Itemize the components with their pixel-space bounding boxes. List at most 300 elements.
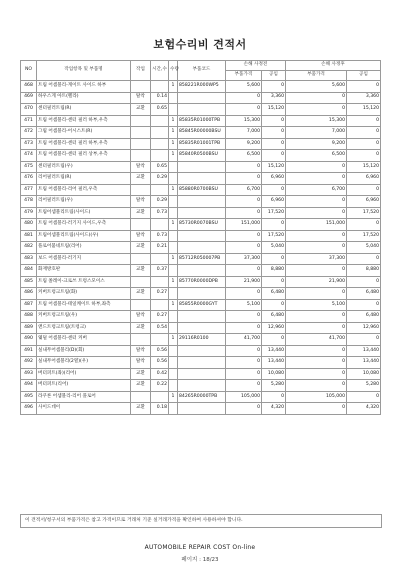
row-no: 490 bbox=[21, 334, 37, 346]
row-no: 471 bbox=[21, 115, 37, 127]
row-part-price-after: 0 bbox=[286, 380, 347, 392]
row-hours bbox=[151, 150, 169, 162]
row-labor-before: 0 bbox=[262, 138, 286, 150]
row-labor-after: 0 bbox=[347, 184, 381, 196]
row-work bbox=[131, 253, 151, 265]
table-row bbox=[21, 403, 381, 415]
table-row bbox=[21, 357, 381, 369]
row-part-code: 85840R0500BSU bbox=[178, 150, 226, 162]
row-labor-after: 0 bbox=[347, 253, 381, 265]
table-row bbox=[21, 391, 381, 403]
row-work: 탈착 bbox=[131, 196, 151, 208]
row-part-price-after: 0 bbox=[286, 265, 347, 277]
row-part-code bbox=[178, 403, 226, 415]
row-labor-after: 6,480 bbox=[347, 311, 381, 323]
row-part-code bbox=[178, 104, 226, 116]
row-qty: 1 bbox=[169, 150, 178, 162]
row-labor-after: 12,960 bbox=[347, 322, 381, 334]
header-labor-after: 공임 bbox=[347, 71, 381, 81]
row-item: 트림어셈블리트림(사이드) bbox=[37, 207, 131, 219]
row-qty: 1 bbox=[169, 299, 178, 311]
table-row bbox=[21, 380, 381, 392]
row-work bbox=[131, 391, 151, 403]
estimate-rows bbox=[21, 81, 381, 415]
row-part-price-after: 105,000 bbox=[286, 391, 347, 403]
row-part-code: 85712R050007PB bbox=[178, 253, 226, 265]
row-labor-before: 0 bbox=[262, 276, 286, 288]
row-hours bbox=[151, 299, 169, 311]
row-part-price-before: 0 bbox=[226, 92, 262, 104]
footer-brand: AUTOMOBILE REPAIR COST On-line bbox=[144, 544, 256, 551]
row-part-price-after: 37,300 bbox=[286, 253, 347, 265]
row-labor-before: 5,280 bbox=[262, 380, 286, 392]
row-part-price-after: 5,600 bbox=[286, 81, 347, 93]
row-labor-after: 0 bbox=[347, 115, 381, 127]
row-no: 468 bbox=[21, 81, 37, 93]
row-qty bbox=[169, 357, 178, 369]
row-no: 484 bbox=[21, 265, 37, 277]
row-labor-after: 10,080 bbox=[347, 368, 381, 380]
table-row bbox=[21, 253, 381, 265]
row-labor-after: 0 bbox=[347, 276, 381, 288]
row-part-price-before: 37,300 bbox=[226, 253, 262, 265]
row-hours: 0.73 bbox=[151, 207, 169, 219]
row-no: 480 bbox=[21, 219, 37, 231]
row-no: 476 bbox=[21, 173, 37, 185]
row-item: 웨덜 어셈블리-센터 커버 bbox=[37, 334, 131, 346]
row-labor-after: 8,880 bbox=[347, 265, 381, 277]
row-labor-before: 0 bbox=[262, 219, 286, 231]
row-part-code bbox=[178, 345, 226, 357]
row-labor-after: 0 bbox=[347, 334, 381, 346]
row-qty: 1 bbox=[169, 219, 178, 231]
row-part-price-before: 6,700 bbox=[226, 184, 262, 196]
row-part-code bbox=[178, 173, 226, 185]
row-no: 481 bbox=[21, 230, 37, 242]
row-part-price-after: 0 bbox=[286, 104, 347, 116]
row-part-code: 85835R01000TPB bbox=[178, 115, 226, 127]
table-row bbox=[21, 173, 381, 185]
row-labor-before: 0 bbox=[262, 150, 286, 162]
row-part-price-before: 5,600 bbox=[226, 81, 262, 93]
row-qty: 1 bbox=[169, 138, 178, 150]
row-qty bbox=[169, 322, 178, 334]
row-item: 센터필러트림(우) bbox=[37, 161, 131, 173]
row-part-price-before: 9,200 bbox=[226, 138, 262, 150]
row-labor-after: 0 bbox=[347, 81, 381, 93]
row-part-code: 858221R000WP5 bbox=[178, 81, 226, 93]
row-labor-before: 13,440 bbox=[262, 345, 286, 357]
row-qty: 1 bbox=[169, 184, 178, 196]
row-part-price-after: 0 bbox=[286, 161, 347, 173]
row-part-price-before: 0 bbox=[226, 196, 262, 208]
row-labor-after: 5,040 bbox=[347, 242, 381, 254]
table-row bbox=[21, 345, 381, 357]
header-part-code: 부품코드 bbox=[178, 61, 226, 81]
row-work: 탈착 bbox=[131, 161, 151, 173]
row-qty bbox=[169, 345, 178, 357]
row-work: 탈착 bbox=[131, 92, 151, 104]
row-part-price-after: 0 bbox=[286, 322, 347, 334]
row-work: 교환 bbox=[131, 265, 151, 277]
row-work: 교환 bbox=[131, 104, 151, 116]
row-hours: 0.27 bbox=[151, 288, 169, 300]
row-item: 커버트렁크트림(화) bbox=[37, 288, 131, 300]
row-part-price-before: 105,000 bbox=[226, 391, 262, 403]
row-item: 리어필러트림(우) bbox=[37, 196, 131, 208]
table-row bbox=[21, 299, 381, 311]
row-item: 트림어셈블리트림(사이드)(우) bbox=[37, 230, 131, 242]
row-part-price-before: 0 bbox=[226, 345, 262, 357]
row-part-price-before: 0 bbox=[226, 403, 262, 415]
row-labor-after: 0 bbox=[347, 138, 381, 150]
row-no: 494 bbox=[21, 380, 37, 392]
document-title: 보험수리비 견적서 bbox=[153, 38, 247, 51]
row-item: 앤드트렁크트림(트렁크) bbox=[37, 322, 131, 334]
row-qty bbox=[169, 368, 178, 380]
table-row bbox=[21, 104, 381, 116]
row-part-code bbox=[178, 161, 226, 173]
row-labor-before: 6,480 bbox=[262, 311, 286, 323]
row-part-price-after: 41,700 bbox=[286, 334, 347, 346]
row-part-price-before: 0 bbox=[226, 357, 262, 369]
row-part-price-after: 7,000 bbox=[286, 127, 347, 139]
row-work bbox=[131, 150, 151, 162]
row-qty bbox=[169, 265, 178, 277]
table-row bbox=[21, 288, 381, 300]
header-work-item: 작업항목 및 부품명 bbox=[37, 61, 131, 81]
row-item: 버터퍼트(리어) bbox=[37, 380, 131, 392]
row-labor-before: 0 bbox=[262, 81, 286, 93]
row-part-price-before: 15,300 bbox=[226, 115, 262, 127]
header-damage-group: 손해 사정전 bbox=[226, 61, 286, 71]
row-labor-after: 17,520 bbox=[347, 207, 381, 219]
row-labor-before: 6,480 bbox=[262, 288, 286, 300]
row-part-price-after: 0 bbox=[286, 207, 347, 219]
row-no: 485 bbox=[21, 276, 37, 288]
row-part-price-before: 0 bbox=[226, 207, 262, 219]
row-hours: 0.29 bbox=[151, 196, 169, 208]
row-part-code: 85855R0000GYT bbox=[178, 299, 226, 311]
row-work: 교환 bbox=[131, 403, 151, 415]
row-part-price-after: 15,300 bbox=[286, 115, 347, 127]
header-part-price-before: 부품가격 bbox=[226, 71, 262, 81]
row-no: 482 bbox=[21, 242, 37, 254]
row-qty: 1 bbox=[169, 391, 178, 403]
row-work: 교환 bbox=[131, 242, 151, 254]
table-row bbox=[21, 127, 381, 139]
row-part-code bbox=[178, 265, 226, 277]
table-row bbox=[21, 265, 381, 277]
row-labor-after: 0 bbox=[347, 299, 381, 311]
table-row bbox=[21, 311, 381, 323]
row-qty: 1 bbox=[169, 127, 178, 139]
row-item: 사이드데이 bbox=[37, 403, 131, 415]
row-hours bbox=[151, 253, 169, 265]
row-part-price-before: 0 bbox=[226, 265, 262, 277]
row-labor-before: 0 bbox=[262, 253, 286, 265]
row-part-price-after: 0 bbox=[286, 311, 347, 323]
row-qty bbox=[169, 230, 178, 242]
row-part-price-before: 0 bbox=[226, 104, 262, 116]
table-row bbox=[21, 161, 381, 173]
table-row bbox=[21, 368, 381, 380]
row-part-code bbox=[178, 242, 226, 254]
row-part-code: 85730R0070BSU bbox=[178, 219, 226, 231]
row-no: 473 bbox=[21, 138, 37, 150]
disclaimer-note: 이 견적서/청구서의 부품가격은 참고 가격이므로 거래처 기준 실거래가격을 확인하여 사용하셔야 합니다. bbox=[20, 514, 382, 528]
row-part-price-after: 6,700 bbox=[286, 184, 347, 196]
row-qty bbox=[169, 196, 178, 208]
row-part-price-after: 5,100 bbox=[286, 299, 347, 311]
row-part-price-after: 0 bbox=[286, 345, 347, 357]
row-qty bbox=[169, 207, 178, 219]
row-work: 교환 bbox=[131, 368, 151, 380]
row-work: 탈착 bbox=[131, 357, 151, 369]
row-labor-after: 3,360 bbox=[347, 92, 381, 104]
table-row bbox=[21, 150, 381, 162]
row-part-code bbox=[178, 230, 226, 242]
row-part-price-before: 0 bbox=[226, 242, 262, 254]
row-part-price-before: 151,000 bbox=[226, 219, 262, 231]
row-item: 리어필러트림(R) bbox=[37, 173, 131, 185]
row-labor-before: 0 bbox=[262, 115, 286, 127]
row-no: 479 bbox=[21, 207, 37, 219]
row-hours bbox=[151, 219, 169, 231]
row-labor-after: 4,320 bbox=[347, 403, 381, 415]
row-hours: 0.22 bbox=[151, 380, 169, 392]
row-labor-after: 15,120 bbox=[347, 104, 381, 116]
row-labor-before: 8,880 bbox=[262, 265, 286, 277]
row-labor-after: 0 bbox=[347, 150, 381, 162]
row-work: 교환 bbox=[131, 173, 151, 185]
row-qty: 1 bbox=[169, 334, 178, 346]
table-row bbox=[21, 184, 381, 196]
row-qty bbox=[169, 242, 178, 254]
header-estimate-group: 손해 사정후 bbox=[286, 61, 381, 71]
page-number: 페이지 : 18/23 bbox=[181, 557, 219, 563]
row-part-code: 85845R00000BSU bbox=[178, 127, 226, 139]
header-work: 작업 bbox=[131, 61, 151, 81]
row-part-price-before: 0 bbox=[226, 161, 262, 173]
row-labor-before: 5,040 bbox=[262, 242, 286, 254]
row-no: 487 bbox=[21, 299, 37, 311]
row-labor-after: 13,440 bbox=[347, 345, 381, 357]
row-hours: 0.18 bbox=[151, 403, 169, 415]
row-item: 센터필러트림(R) bbox=[37, 104, 131, 116]
row-hours: 0.27 bbox=[151, 311, 169, 323]
row-part-code bbox=[178, 357, 226, 369]
row-hours: 0.54 bbox=[151, 322, 169, 334]
row-item: 트림 어셈블리-테일케이트 하부,좌측 bbox=[37, 299, 131, 311]
row-part-price-after: 0 bbox=[286, 288, 347, 300]
table-row bbox=[21, 115, 381, 127]
row-labor-before: 12,960 bbox=[262, 322, 286, 334]
row-labor-before: 10,080 bbox=[262, 368, 286, 380]
row-part-code: 85880R0700BSU bbox=[178, 184, 226, 196]
row-item: 버터퍼트(좌)(리어) bbox=[37, 368, 131, 380]
row-hours: 0.65 bbox=[151, 104, 169, 116]
row-labor-after: 0 bbox=[347, 219, 381, 231]
row-labor-before: 13,440 bbox=[262, 357, 286, 369]
row-item: 하우스게 아트(펠라) bbox=[37, 92, 131, 104]
row-labor-before: 6,960 bbox=[262, 173, 286, 185]
row-labor-before: 0 bbox=[262, 127, 286, 139]
row-part-price-after: 0 bbox=[286, 196, 347, 208]
row-part-price-after: 151,000 bbox=[286, 219, 347, 231]
header-hours: 시간,수 bbox=[151, 61, 169, 81]
row-part-price-before: 0 bbox=[226, 368, 262, 380]
row-work bbox=[131, 127, 151, 139]
row-work bbox=[131, 115, 151, 127]
row-hours: 0.14 bbox=[151, 92, 169, 104]
row-work: 교환 bbox=[131, 322, 151, 334]
row-no: 483 bbox=[21, 253, 37, 265]
table-row bbox=[21, 196, 381, 208]
row-qty: 1 bbox=[169, 81, 178, 93]
table-row bbox=[21, 81, 381, 93]
row-labor-after: 0 bbox=[347, 127, 381, 139]
row-hours bbox=[151, 391, 169, 403]
row-item: 화재방호판 bbox=[37, 265, 131, 277]
table-row bbox=[21, 276, 381, 288]
row-labor-after: 6,960 bbox=[347, 173, 381, 185]
row-part-code: 85835R01001TPB bbox=[178, 138, 226, 150]
row-no: 477 bbox=[21, 184, 37, 196]
header-qty: 수량 bbox=[169, 61, 178, 81]
table-row bbox=[21, 92, 381, 104]
row-part-price-before: 0 bbox=[226, 230, 262, 242]
row-part-code bbox=[178, 380, 226, 392]
row-item: 보드 어셈블리-러기지 bbox=[37, 253, 131, 265]
row-hours bbox=[151, 138, 169, 150]
row-no: 469 bbox=[21, 92, 37, 104]
row-part-code bbox=[178, 322, 226, 334]
row-item: 그립 어셈블리-어시스트(R) bbox=[37, 127, 131, 139]
row-qty bbox=[169, 311, 178, 323]
row-qty bbox=[169, 173, 178, 185]
row-work: 교환 bbox=[131, 380, 151, 392]
row-part-code bbox=[178, 288, 226, 300]
row-item: 트림 어셈블리-러기지 사이드,우측 bbox=[37, 219, 131, 231]
row-work bbox=[131, 138, 151, 150]
row-item: 트림 어셈블리-센터 필러 하부,우측 bbox=[37, 115, 131, 127]
row-hours: 0.65 bbox=[151, 161, 169, 173]
row-part-price-before: 0 bbox=[226, 380, 262, 392]
row-qty: 1 bbox=[169, 253, 178, 265]
row-part-price-after: 0 bbox=[286, 403, 347, 415]
row-part-code bbox=[178, 196, 226, 208]
row-part-code: 85770R0000DPB bbox=[178, 276, 226, 288]
row-work bbox=[131, 219, 151, 231]
row-no: 488 bbox=[21, 311, 37, 323]
row-no: 474 bbox=[21, 150, 37, 162]
row-part-code: 29116R0100 bbox=[178, 334, 226, 346]
row-hours: 0.21 bbox=[151, 242, 169, 254]
row-no: 478 bbox=[21, 196, 37, 208]
row-part-price-before: 5,100 bbox=[226, 299, 262, 311]
row-part-price-before: 0 bbox=[226, 173, 262, 185]
row-qty bbox=[169, 104, 178, 116]
table-row bbox=[21, 138, 381, 150]
row-part-code bbox=[178, 311, 226, 323]
row-hours: 0.29 bbox=[151, 173, 169, 185]
row-no: 489 bbox=[21, 322, 37, 334]
row-part-code: 84265R0000TPB bbox=[178, 391, 226, 403]
row-labor-after: 6,480 bbox=[347, 288, 381, 300]
row-no: 495 bbox=[21, 391, 37, 403]
row-hours: 0.73 bbox=[151, 230, 169, 242]
row-part-price-before: 0 bbox=[226, 311, 262, 323]
row-labor-after: 6,960 bbox=[347, 196, 381, 208]
row-part-price-after: 0 bbox=[286, 92, 347, 104]
row-part-price-after: 0 bbox=[286, 357, 347, 369]
row-labor-before: 3,360 bbox=[262, 92, 286, 104]
row-part-price-before: 6,500 bbox=[226, 150, 262, 162]
row-work bbox=[131, 299, 151, 311]
row-qty bbox=[169, 403, 178, 415]
row-labor-before: 15,120 bbox=[262, 104, 286, 116]
row-item: 트림 쏠레이-크로쓰 트렁스모이스 bbox=[37, 276, 131, 288]
estimate-table bbox=[20, 60, 381, 415]
row-work bbox=[131, 81, 151, 93]
row-work: 탈착 bbox=[131, 311, 151, 323]
row-qty bbox=[169, 161, 178, 173]
row-item: 트림 어셈블리-센터 필러 하부,우측 bbox=[37, 138, 131, 150]
row-qty bbox=[169, 288, 178, 300]
row-hours: 0.56 bbox=[151, 345, 169, 357]
row-item: 트림 어셈블리-센터 필러 상부,우측 bbox=[37, 150, 131, 162]
row-no: 472 bbox=[21, 127, 37, 139]
row-part-price-before: 0 bbox=[226, 322, 262, 334]
row-no: 492 bbox=[21, 357, 37, 369]
row-item: 실내무어셈블리(2열)(우) bbox=[37, 357, 131, 369]
row-part-price-after: 0 bbox=[286, 242, 347, 254]
row-hours: 0.56 bbox=[151, 357, 169, 369]
row-labor-after: 5,280 bbox=[347, 380, 381, 392]
row-no: 491 bbox=[21, 345, 37, 357]
row-hours: 0.37 bbox=[151, 265, 169, 277]
row-item: 트림 어셈블리-게이트 사이드 하부 bbox=[37, 81, 131, 93]
row-work bbox=[131, 276, 151, 288]
header-labor-before: 공임 bbox=[262, 71, 286, 81]
row-work: 교환 bbox=[131, 207, 151, 219]
row-item: 라쿠론 어셈블리-리어 플로어 bbox=[37, 391, 131, 403]
row-no: 496 bbox=[21, 403, 37, 415]
row-hours bbox=[151, 115, 169, 127]
row-labor-before: 6,960 bbox=[262, 196, 286, 208]
row-labor-after: 17,520 bbox=[347, 230, 381, 242]
row-hours bbox=[151, 81, 169, 93]
row-part-price-before: 7,000 bbox=[226, 127, 262, 139]
table-row bbox=[21, 242, 381, 254]
row-work: 탈착 bbox=[131, 230, 151, 242]
row-labor-before: 17,520 bbox=[262, 207, 286, 219]
row-hours bbox=[151, 184, 169, 196]
header-part-price-after: 부품가격 bbox=[286, 71, 347, 81]
row-qty bbox=[169, 380, 178, 392]
row-part-price-after: 21,900 bbox=[286, 276, 347, 288]
row-part-price-before: 21,900 bbox=[226, 276, 262, 288]
row-work: 교환 bbox=[131, 288, 151, 300]
row-part-price-before: 41,700 bbox=[226, 334, 262, 346]
row-part-price-before: 0 bbox=[226, 288, 262, 300]
row-hours bbox=[151, 276, 169, 288]
row-no: 486 bbox=[21, 288, 37, 300]
row-labor-before: 0 bbox=[262, 299, 286, 311]
row-part-code bbox=[178, 207, 226, 219]
row-part-price-after: 0 bbox=[286, 173, 347, 185]
